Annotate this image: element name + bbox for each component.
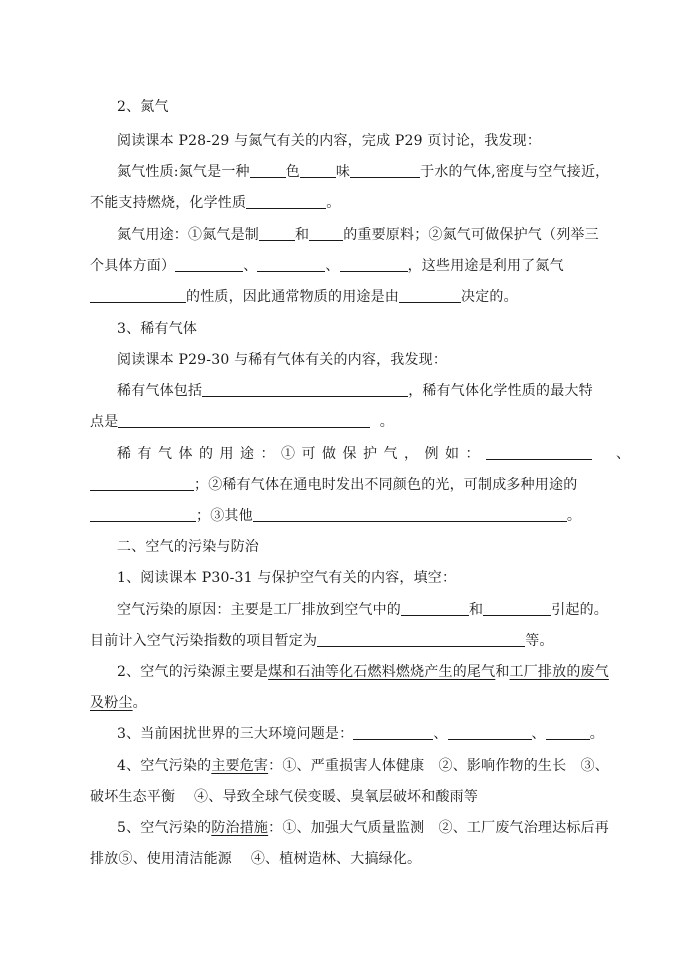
pollution-source-line-2: 及粉尘。 bbox=[90, 695, 147, 711]
blank-other-uses[interactable] bbox=[253, 506, 567, 522]
noble-gas-uses-line-2: ；②稀有气体在通电时发出不同颜色的光，可制成多种用途的 bbox=[90, 474, 577, 496]
blank-pollutant-1[interactable] bbox=[401, 600, 469, 616]
environment-problems-line: 3、当前困扰世界的三大环境问题是： 、 、 。 bbox=[117, 726, 604, 742]
pollution-prevention-line: 5、空气污染的防治措施：①、加强大气质量监测 ②、工厂废气治理达标后再 bbox=[117, 820, 609, 836]
noble-gas-includes-line-2: 点是 。 bbox=[90, 414, 394, 430]
blank-smell[interactable] bbox=[300, 162, 336, 178]
blank-chemical-property[interactable] bbox=[246, 193, 326, 209]
pollution-harm-line: 4、空气污染的主要危害：①、严重损害人体健康 ②、影响作物的生长 ③、 bbox=[117, 758, 609, 774]
noble-gas-includes-line: 稀有气体包括 ，稀有气体化学性质的最大特 bbox=[117, 383, 593, 399]
blank-protective-use-2[interactable] bbox=[257, 256, 325, 272]
blank-noble-gas-members[interactable] bbox=[202, 381, 408, 397]
blank-determinant[interactable] bbox=[399, 287, 461, 303]
blank-property-basis[interactable] bbox=[90, 287, 186, 303]
blank-problem-3[interactable] bbox=[546, 724, 590, 740]
blank-chemical-feature[interactable] bbox=[118, 412, 370, 428]
blank-color[interactable] bbox=[250, 162, 286, 178]
blank-problem-2[interactable] bbox=[448, 724, 532, 740]
blank-raw-material-1[interactable] bbox=[259, 225, 295, 241]
blank-protective-use-1[interactable] bbox=[175, 256, 243, 272]
blank-solubility[interactable] bbox=[350, 162, 420, 178]
noble-gas-uses-line-3: ；③其他 。 bbox=[90, 505, 581, 527]
pollution-q1-line: 1、阅读课本 P30-31 与保护空气有关的内容，填空： bbox=[117, 570, 457, 586]
blank-raw-material-2[interactable] bbox=[309, 225, 343, 241]
pollution-cause-line: 空气污染的原因：主要是工厂排放到空气中的 和 引起的。 bbox=[117, 602, 609, 618]
blank-problem-1[interactable] bbox=[353, 724, 433, 740]
noble-gas-intro: 阅读课本 P29-30 与稀有气体有关的内容，我发现： bbox=[117, 352, 448, 368]
nitrogen-uses-line-2: 个具体方面） 、 、 ，这些用途是利用了氮气 bbox=[90, 258, 564, 274]
section-air-pollution-heading: 二、空气的污染与防治 bbox=[117, 539, 259, 555]
nitrogen-intro: 阅读课本 P28-29 与氮气有关的内容，完成 P29 页讨论，我发现： bbox=[117, 133, 542, 149]
pollution-prevention-line-2: 排放⑤、使用清洁能源 ④、植树造林、大搞绿化。 bbox=[90, 851, 422, 867]
blank-light-uses[interactable] bbox=[90, 506, 196, 522]
pollution-harm-line-2: 破坏生态平衡 ④、导致全球气侯变暖、臭氧层破坏和酸雨等 bbox=[90, 789, 479, 805]
blank-protective-example-1[interactable] bbox=[486, 444, 592, 460]
blank-index-items[interactable] bbox=[317, 631, 525, 647]
blank-protective-use-3[interactable] bbox=[340, 256, 408, 272]
pollution-index-line: 目前计入空气污染指数的项目暂定为 等。 bbox=[90, 633, 554, 649]
nitrogen-properties-line-2: 不能支持燃烧，化学性质 。 bbox=[90, 195, 341, 211]
section-noble-gas-heading: 3、稀有气体 bbox=[117, 321, 198, 337]
blank-protective-example-2[interactable] bbox=[90, 475, 194, 491]
section-nitrogen-heading: 2、氮气 bbox=[117, 99, 169, 115]
nitrogen-uses-line: 氮气用途：①氮气是制 和 的重要原料；②氮气可做保护气（列举三 bbox=[117, 227, 599, 243]
nitrogen-uses-line-3: 的性质，因此通常物质的用途是由 决定的。 bbox=[90, 286, 518, 308]
blank-pollutant-2[interactable] bbox=[483, 600, 551, 616]
noble-gas-uses-line: 稀有气体的用途：①可做保护气，例如： 、 bbox=[117, 446, 631, 462]
pollution-source-line: 2、空气的污染源主要是煤和石油等化石燃料燃烧产生的尾气和工厂排放的废气 bbox=[117, 664, 609, 680]
nitrogen-properties-line: 氮气性质:氮气是一种 色 味 于水的气体,密度与空气接近， bbox=[117, 164, 610, 180]
